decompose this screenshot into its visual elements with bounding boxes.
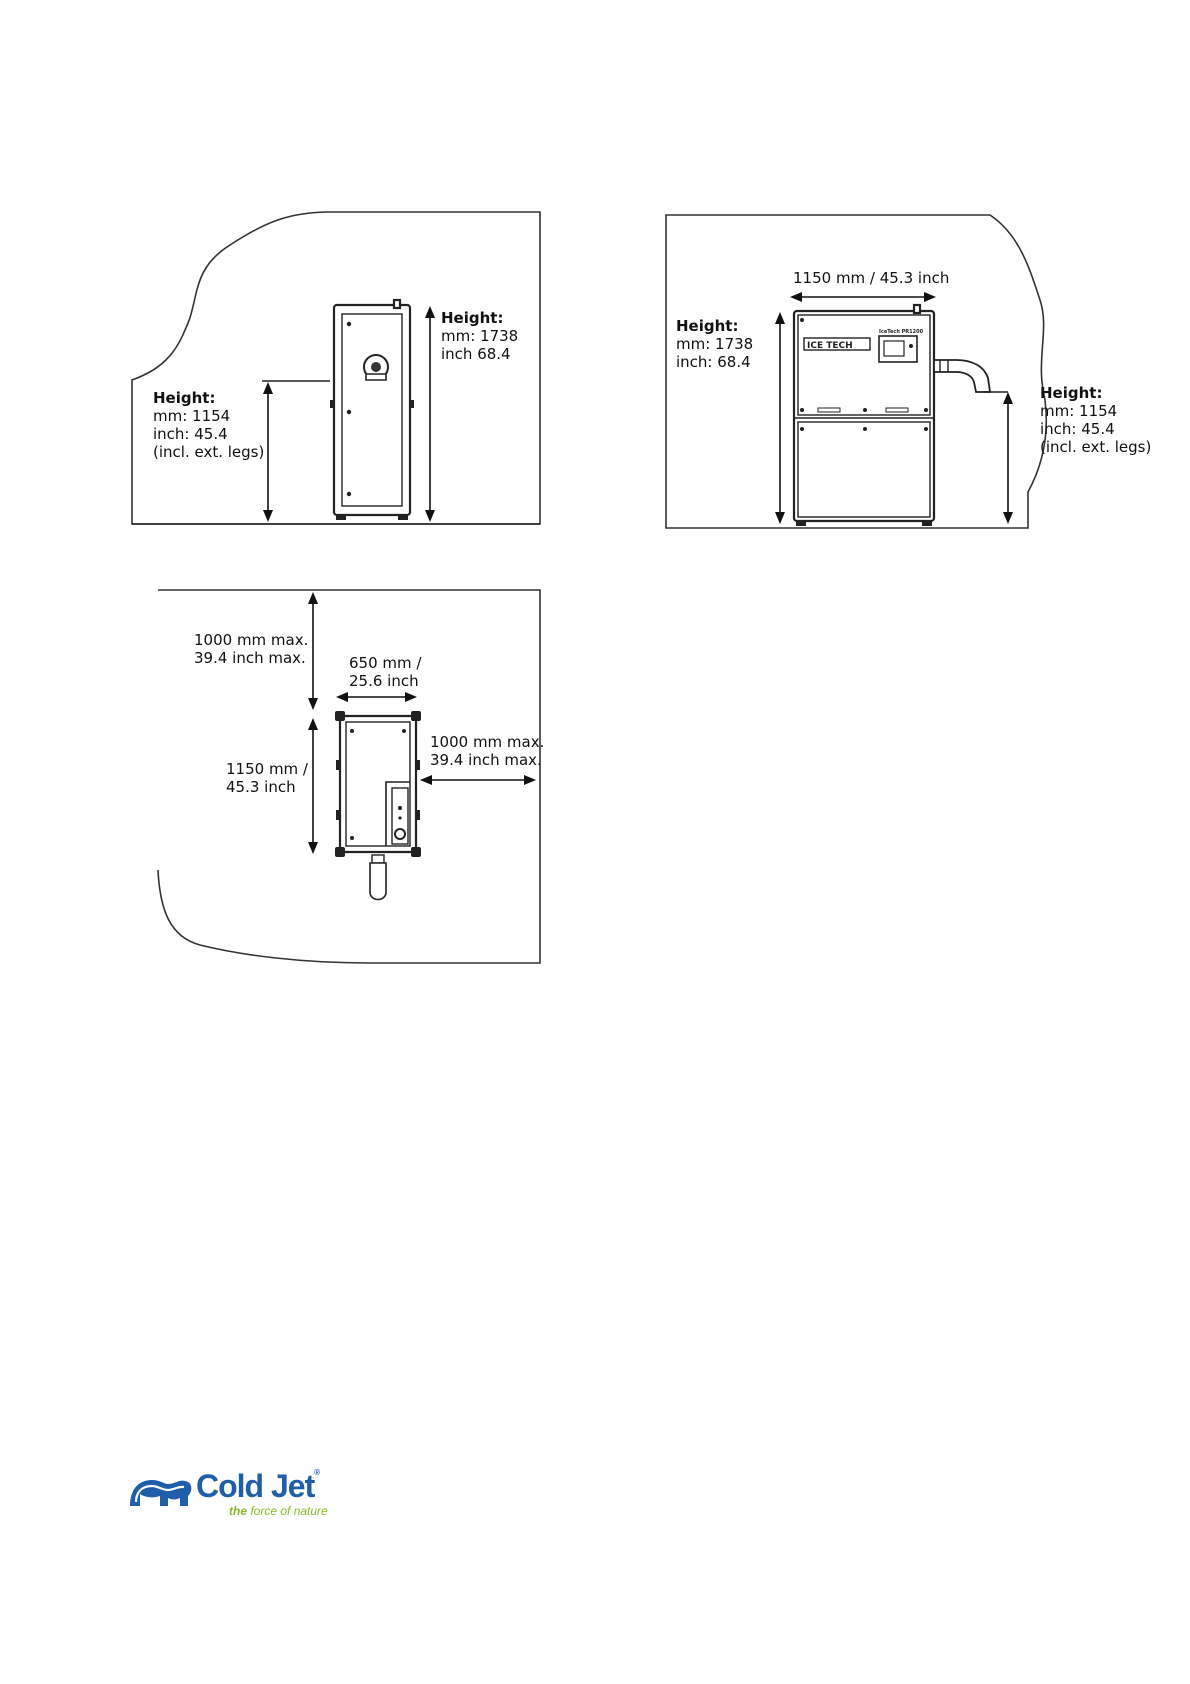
- machine-side-view: [330, 300, 414, 520]
- side-total-height-mm: mm: 1738: [441, 327, 519, 345]
- front-total-height-title: Height:: [676, 317, 739, 335]
- outlet-height-arrow: [1003, 392, 1013, 524]
- side-leg-height-note: (incl. ext. legs): [153, 443, 265, 461]
- top-width-line1: 650 mm /: [349, 654, 422, 672]
- top-width-line2: 25.6 inch: [349, 672, 419, 690]
- front-outlet-height-note: (incl. ext. legs): [1040, 438, 1152, 456]
- front-outlet-height-mm: mm: 1154: [1040, 402, 1118, 420]
- logo-tagline: [229, 1504, 328, 1518]
- rear-clearance-line1: 1000 mm max.: [194, 631, 309, 649]
- side-clearance-line1: 1000 mm max.: [430, 733, 545, 751]
- machine-top-view: [335, 711, 421, 900]
- front-total-height-mm: mm: 1738: [676, 335, 754, 353]
- side-clearance-arrow: [420, 775, 536, 785]
- total-height-arrow: [775, 312, 785, 524]
- logo-wordmark: [196, 1468, 319, 1505]
- top-depth-line1: 1150 mm /: [226, 760, 308, 778]
- top-depth-line2: 45.3 inch: [226, 778, 296, 796]
- side-total-height-title: Height:: [441, 309, 504, 327]
- side-clearance-line2: 39.4 inch max.: [430, 751, 542, 769]
- front-width-label: 1150 mm / 45.3 inch: [793, 269, 950, 287]
- side-view-diagram: [0, 0, 600, 560]
- polar-bear-logo-icon: [126, 1472, 196, 1512]
- side-leg-height-inch: inch: 45.4: [153, 425, 228, 443]
- logo-tagline-the: the: [229, 1504, 247, 1518]
- leg-height-arrow: [263, 382, 273, 522]
- top-depth-arrow: [308, 718, 318, 854]
- front-total-height-inch: inch: 68.4: [676, 353, 751, 371]
- front-model-plate: IceTech PR1200: [879, 329, 924, 335]
- front-brand-plate: ICE TECH: [807, 341, 853, 351]
- rear-clearance-arrow: [308, 592, 318, 710]
- width-arrow: [790, 292, 936, 302]
- top-width-arrow: [336, 692, 417, 702]
- side-leg-height-title: Height:: [153, 389, 216, 407]
- logo-tagline-rest: force of nature: [250, 1504, 328, 1518]
- side-leg-height-mm: mm: 1154: [153, 407, 231, 425]
- front-outlet-height-inch: inch: 45.4: [1040, 420, 1115, 438]
- side-total-height-inch: inch 68.4: [441, 345, 511, 363]
- cold-jet-logo: [126, 1464, 346, 1524]
- top-view-diagram: [0, 560, 600, 980]
- logo-registered-mark: ®: [314, 1468, 320, 1477]
- machine-front-view: [794, 305, 990, 526]
- rear-clearance-line2: 39.4 inch max.: [194, 649, 306, 667]
- front-outlet-height-title: Height:: [1040, 384, 1103, 402]
- logo-name: Cold Jet: [196, 1468, 315, 1504]
- front-view-diagram: [600, 0, 1190, 560]
- total-height-arrow: [425, 306, 435, 522]
